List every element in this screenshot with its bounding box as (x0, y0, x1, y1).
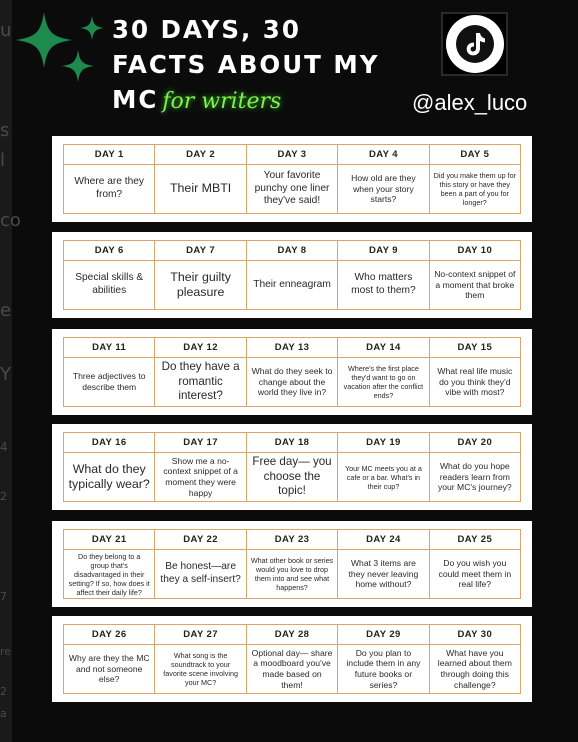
day-prompt: What have you learned about them through doing this challenge? (437, 647, 512, 690)
background-text-fragment: l (0, 150, 6, 171)
day-label: DAY 8 (247, 241, 337, 261)
day-label: DAY 15 (430, 338, 520, 358)
day-prompt: What song is the soundtrack to your favorite scene involving your MC? (163, 651, 238, 687)
day-prompt: What do they seek to change about the world they live in? (251, 365, 333, 398)
week-grid (63, 432, 521, 502)
title-mc: MC (112, 85, 159, 114)
day-prompt: Why are they the MC and not someone else? (68, 652, 150, 685)
day-label: DAY 25 (430, 530, 520, 550)
day-cell (246, 241, 337, 309)
week-grid (63, 240, 521, 310)
day-label: DAY 21 (64, 530, 154, 550)
week-grid (63, 624, 521, 694)
day-label: DAY 13 (247, 338, 337, 358)
background-text-fragment: s (0, 120, 10, 141)
day-cell (64, 145, 154, 213)
day-prompt: Optional day— share a moodboard you've made based on them! (251, 647, 333, 690)
day-label: DAY 16 (64, 433, 154, 453)
day-cell (64, 530, 154, 598)
background-text-fragment: 4 (0, 440, 8, 454)
day-prompt: Free day— you choose the topic! (252, 455, 332, 498)
day-prompt: Their MBTI (169, 181, 232, 196)
title-line: FACTS ABOUT MY (112, 50, 380, 79)
day-prompt: Special skills & abilities (75, 272, 144, 296)
day-cell (154, 338, 245, 406)
day-label: DAY 2 (155, 145, 245, 165)
day-cell (154, 530, 245, 598)
day-cell (337, 145, 428, 213)
day-label: DAY 27 (155, 625, 245, 645)
tiktok-logo-badge (446, 15, 504, 73)
day-cell (246, 625, 337, 693)
tiktok-icon (441, 12, 508, 76)
week-grid (63, 529, 521, 599)
day-prompt: Do they belong to a group that's disadvantaged in their setting? If so, how does it affect their daily life? (68, 551, 150, 597)
day-cell (429, 625, 520, 693)
day-prompt: Their guilty pleasure (170, 269, 231, 299)
day-label: DAY 29 (338, 625, 428, 645)
background-text-fragment: 2 (0, 490, 7, 503)
day-label: DAY 7 (155, 241, 245, 261)
day-label: DAY 10 (430, 241, 520, 261)
day-cell (246, 338, 337, 406)
day-prompt: What 3 items are they never leaving home without? (348, 557, 419, 590)
day-cell (64, 241, 154, 309)
day-prompt: No-context snippet of a moment that broke them (434, 268, 516, 301)
week-card (52, 424, 532, 510)
day-label: DAY 24 (338, 530, 428, 550)
day-prompt: Do they have a romantic interest? (161, 360, 240, 403)
day-cell (429, 530, 520, 598)
sparkle-icon (80, 16, 104, 40)
week-grid (63, 337, 521, 407)
day-cell (337, 625, 428, 693)
day-prompt: Show me a no-context snippet of a moment they were happy (163, 455, 238, 498)
background-text-fragment: a (0, 707, 7, 720)
day-cell (246, 433, 337, 501)
day-prompt: Where are they from? (74, 176, 145, 200)
day-cell (429, 241, 520, 309)
day-label: DAY 6 (64, 241, 154, 261)
day-prompt: What real life music do you think they'd vibe with most? (437, 365, 513, 398)
day-prompt: Three adjectives to describe them (72, 371, 146, 392)
day-cell (246, 145, 337, 213)
day-cell (337, 433, 428, 501)
day-cell (429, 433, 520, 501)
day-prompt: Your favorite punchy one liner they've said! (254, 169, 330, 207)
day-cell (154, 625, 245, 693)
day-label: DAY 18 (247, 433, 337, 453)
week-card (52, 136, 532, 222)
week-card (52, 521, 532, 607)
day-cell (337, 241, 428, 309)
creator-handle: @alex_luco (412, 90, 528, 115)
background-text-fragment: co (0, 210, 21, 231)
title-script-subtitle: for writers (162, 89, 282, 114)
day-prompt: What do they typically wear? (68, 461, 150, 491)
day-prompt: Your MC meets you at a cafe or a bar. What's in their cup? (345, 463, 422, 491)
tiktok-note-icon (455, 24, 495, 64)
day-label: DAY 20 (430, 433, 520, 453)
day-label: DAY 1 (64, 145, 154, 165)
day-prompt: Who matters most to them? (351, 272, 416, 296)
day-prompt: Do you wish you could meet them in real life? (438, 557, 512, 590)
day-label: DAY 17 (155, 433, 245, 453)
background-text-fragment: 7 (0, 590, 7, 603)
title-line (112, 82, 412, 119)
week-card (52, 232, 532, 318)
background-text-fragment: Y (0, 364, 11, 385)
sparkle-icon (62, 50, 94, 82)
day-label: DAY 4 (338, 145, 428, 165)
day-cell (64, 338, 154, 406)
week-card (52, 329, 532, 415)
background-text-fragment: u (0, 20, 12, 41)
day-cell (337, 530, 428, 598)
day-prompt: How old are they when your story starts? (351, 172, 416, 205)
day-cell (429, 145, 520, 213)
day-label: DAY 3 (247, 145, 337, 165)
day-cell (154, 145, 245, 213)
day-cell (64, 625, 154, 693)
day-cell (337, 338, 428, 406)
day-label: DAY 14 (338, 338, 428, 358)
day-cell (154, 241, 245, 309)
day-prompt: Do you plan to include them in any future books or series? (346, 647, 421, 690)
day-label: DAY 26 (64, 625, 154, 645)
background-text-fragment: re (0, 645, 12, 658)
day-prompt: Did you make them up for this story or have they been a part of you for longer? (433, 171, 516, 207)
day-cell (246, 530, 337, 598)
day-prompt: What other book or series would you love to drop them into and see what happens? (250, 556, 334, 592)
week-grid (63, 144, 521, 214)
page-title (112, 12, 412, 119)
day-cell (154, 433, 245, 501)
day-label: DAY 11 (64, 338, 154, 358)
day-prompt: Where's the first place they'd want to go on vacation after the conflict ends? (343, 364, 424, 400)
week-card (52, 616, 532, 702)
day-label: DAY 5 (430, 145, 520, 165)
background-text-fragment: 2 (0, 685, 7, 698)
day-cell (429, 338, 520, 406)
day-prompt: Be honest—are they a self-insert? (160, 561, 241, 585)
day-label: DAY 9 (338, 241, 428, 261)
background-text-fragment: e (0, 300, 12, 321)
day-cell (64, 433, 154, 501)
day-label: DAY 28 (247, 625, 337, 645)
day-prompt: What do you hope readers learn from your MC's journey? (437, 460, 512, 493)
day-prompt: Their enneagram (253, 278, 331, 290)
day-label: DAY 19 (338, 433, 428, 453)
title-line: 30 DAYS, 30 (112, 15, 301, 44)
day-label: DAY 23 (247, 530, 337, 550)
day-label: DAY 30 (430, 625, 520, 645)
day-label: DAY 22 (155, 530, 245, 550)
day-label: DAY 12 (155, 338, 245, 358)
